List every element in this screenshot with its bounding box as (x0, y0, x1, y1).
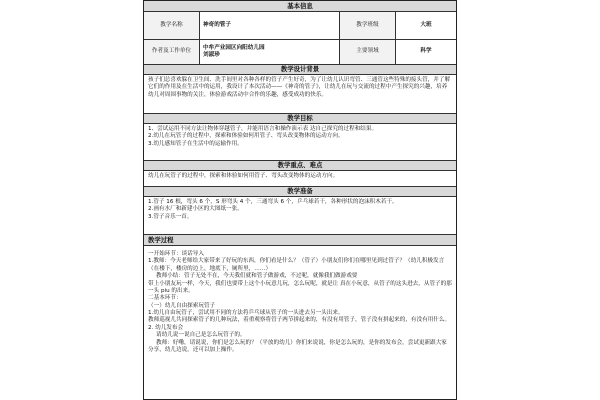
process-header-text: 教学过程 (148, 235, 174, 244)
prep-item: 2.画有水厂和新建小区的大图纸一张。 (148, 206, 243, 213)
process-line: 教师小结：管子无处不在，今天我们就和管子做游戏，不过呢，就像我们做游戏要 (156, 273, 358, 280)
background-section (144, 75, 456, 114)
prep-item: 1.管子 16 根，弯头 6 个，S 形弯头 4 个，三通弯头 6 个，乒乓球若干，各种形状的泡沫积木若干。 (148, 199, 398, 205)
process-section (144, 246, 456, 356)
prep-header (144, 187, 456, 197)
domain-value: 科学 (420, 48, 432, 55)
goal-item: 1、尝试运用不同方法让物体穿越管子，并能用语言和操作演示表 达自己探究的过程和结果。 (148, 126, 378, 132)
basic-info-header-text: 基本信息 (287, 1, 313, 10)
class-value: 大班 (420, 21, 432, 28)
background-text: 孩子们总喜欢躲在卫生间、洗手间里对各种各样的管子产生好奇，为了让幼儿认识弯管、三通管这些特殊的接头管，并了解它们的作用及在生活中的运用，我设计了本次活动——《神奇的管子》，让幼儿在玩与交流的过程中产生探究的兴趣，培养幼儿对周围事物的关注，体验游戏活动中合作的乐趣，感受成功的快乐。 (148, 77, 451, 98)
process-line: 教师巡视儿共同探索管子的几种玩法，着重观察将管子两节拼起来的，有没有用管子，管子没有拼起来的，有没有用什么。 (148, 317, 451, 324)
goals-section (144, 124, 456, 161)
process-line: 1.幼儿自由玩管子，尝试用不同的方法将乒乓球从管子的一头进去另一头出来。 (148, 310, 344, 316)
domain-label: 主要领域 (340, 40, 396, 64)
goals-header (144, 114, 456, 124)
author-name: 刘淑珍 (203, 52, 220, 58)
goal-item: 2.幼儿在玩管子的过程中，探索和体验如何用管子、弯头改变物体的运动方向。 (148, 133, 344, 140)
goal-item: 3.幼儿感知管子在生活中的运输作用。 (148, 140, 243, 147)
key-points-header-text: 教学重点、难点 (277, 161, 323, 170)
process-line: 请幼儿说一说自己是怎么玩管子的。 (156, 332, 246, 339)
process-line: 带上小朋友玩一样，今天，我们也要带上这个小玩意儿玩，怎么玩呢，就是让 真在小玩意，从管子的这头进去，从管子的那一头 piu 的出来。 (148, 280, 452, 294)
prep-section (144, 197, 456, 235)
process-line: 2. 幼儿发布会 (148, 324, 184, 331)
process-line: 1.教师：今天老师给大家带来了好玩的东西，你们看是什么？（管子）小朋友们你们在哪里见到过管子？（幼儿积极发言（在楼下，楼房的边上，地底下，厕所里，……） (148, 258, 445, 272)
key-points-header (144, 161, 456, 171)
key-points-text: 幼儿在玩管子的过程中，探索和体验如何用管子、弯头改变物体的运动方向。 (148, 173, 339, 179)
title-value: 神奇的管子 (200, 12, 340, 39)
prep-header-text: 教学准备 (287, 187, 313, 196)
author-row (144, 40, 456, 65)
process-line: 一开始环节：谈话导入 (148, 251, 204, 257)
author-value (200, 40, 340, 64)
basic-info-header (144, 1, 456, 12)
author-org: 中牟产业园区向阳幼儿园 (203, 44, 265, 51)
key-points-section (144, 171, 456, 187)
title-label: 教学名称 (144, 12, 200, 39)
goals-header-text: 教学目标 (287, 114, 313, 123)
process-line: （一）幼儿自由探索玩管子 (148, 302, 216, 309)
class-label: 教学班级 (340, 12, 396, 39)
background-header-text: 教学设计背景 (280, 65, 320, 74)
process-header (144, 235, 456, 246)
title-row (144, 12, 456, 40)
prep-item: 3.管子音乐一首。 (148, 213, 193, 220)
background-header (144, 65, 456, 75)
process-line: 二基本环节： (148, 295, 182, 302)
author-label: 作者及工作单位 (144, 40, 200, 64)
process-line: 教师：好嘞，请说说，你们是怎么玩的？（平放的幼儿）你们来说说，你是怎么玩的，是你的发布会，尝试更新跟大家分享，幼儿边说，还可以加上操作。 (148, 339, 447, 353)
lesson-plan-document (143, 0, 457, 400)
